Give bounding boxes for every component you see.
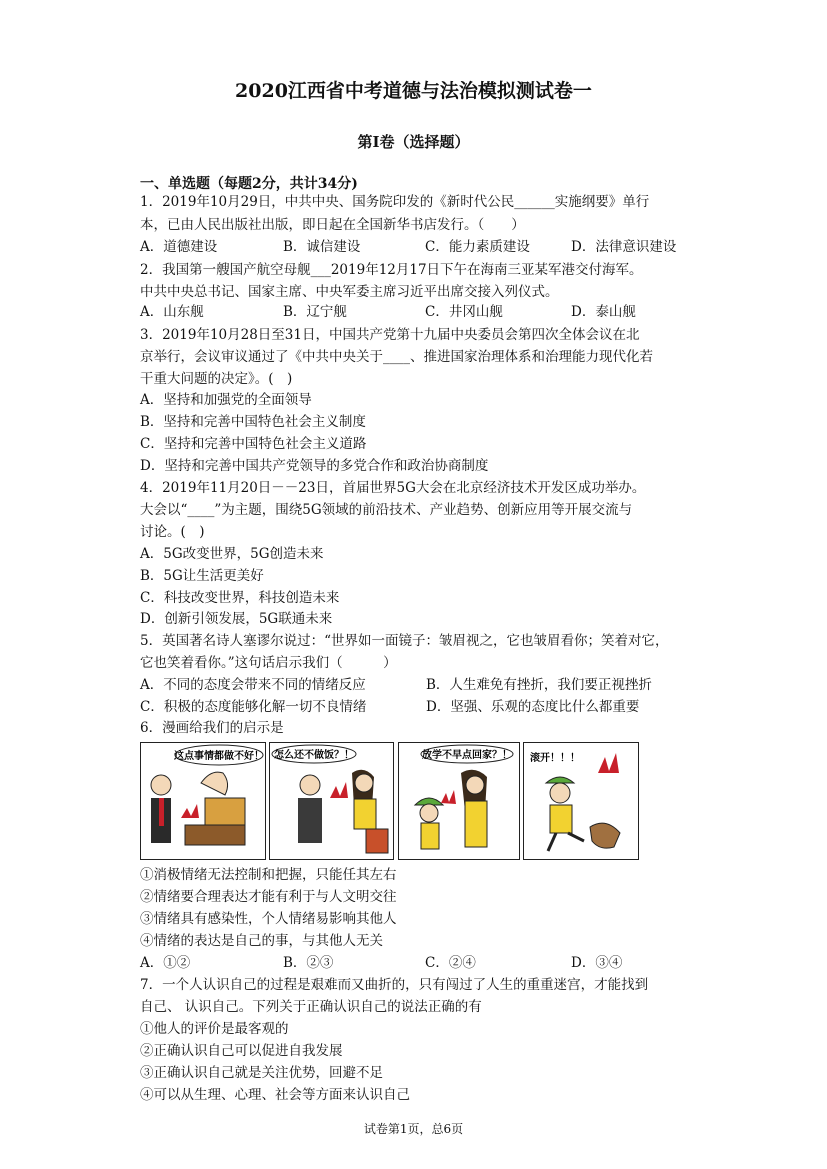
q5-line-1: 5．英国著名诗人塞谬尔说过：“世界如一面镜子：皱眉视之，它也皱眉看你；笑着对它， — [140, 633, 669, 649]
section-heading: 一、单选题（每题2分，共计34分) — [140, 176, 358, 192]
q4-option-b[interactable]: B．5G让生活更美好 — [140, 568, 264, 584]
q7-line-1: 7．一个人认识自己的过程是艰难而又曲折的，只有闯过了人生的重重迷宫，才能找到 — [140, 977, 649, 993]
q4-line-1: 4．2019年11月20日－－23日，首届世界5G大会在北京经济技术开发区成功举办。 — [140, 480, 646, 496]
q4-option-d[interactable]: D．创新引领发展，5G联通未来 — [140, 611, 333, 627]
q2-line-1: 2．我国第一艘国产航空母舰___2019年12月17日下午在海南三亚某军港交付海军。 — [140, 262, 643, 278]
q5-option-d[interactable]: D．坚强、乐观的态度比什么都重要 — [426, 699, 640, 715]
q7-statement-2: ②正确认识自己可以促进自我发展 — [140, 1043, 343, 1059]
comic-illustration-2 — [270, 743, 393, 859]
comic-speech-2: 怎么还不做饭？！ — [274, 750, 354, 761]
q3-option-c[interactable]: C．坚持和完善中国特色社会主义道路 — [140, 436, 367, 452]
q6-stem: 6．漫画给我们的启示是 — [140, 720, 284, 736]
q1-option-d[interactable]: D．法律意识建设 — [571, 239, 677, 255]
q1-line-2: 本，已由人民出版社出版，即日起在全国新华书店发行。（ ） — [140, 217, 525, 233]
q2-line-2: 中共中央总书记、国家主席、中央军委主席习近平出席交接入列仪式。 — [140, 284, 559, 300]
q7-line-2: 自己、 认识自己。下列关于正确认识自己的说法正确的有 — [140, 999, 482, 1015]
q6-option-c[interactable]: C．②④ — [425, 955, 476, 971]
q1-line-1: 1．2019年10月29日，中共中央、国务院印发的《新时代公民______实施纲要》单行 — [140, 194, 650, 210]
q6-option-d[interactable]: D．③④ — [571, 955, 623, 971]
comic-panel-1 — [140, 742, 266, 860]
page-footer: 试卷第1页，总6页 — [363, 1122, 464, 1136]
comic-illustration-4 — [524, 743, 638, 859]
q5-line-2: 它也笑着看你。”这句话启示我们（ ） — [140, 655, 397, 671]
q5-option-a[interactable]: A．不同的态度会带来不同的情绪反应 — [140, 677, 366, 693]
part-title: 第I卷（选择题） — [357, 133, 470, 151]
comic-illustration-1 — [141, 743, 265, 859]
q6-option-a[interactable]: A．①② — [140, 955, 191, 971]
q3-line-3: 干重大问题的决定》。( ) — [140, 371, 293, 387]
q7-statement-1: ①他人的评价是最客观的 — [140, 1021, 289, 1037]
q4-option-a[interactable]: A．5G改变世界，5G创造未来 — [140, 546, 324, 562]
q7-statement-4: ④可以从生理、心理、社会等方面来认识自己 — [140, 1087, 410, 1103]
q3-option-a[interactable]: A．坚持和加强党的全面领导 — [140, 392, 312, 408]
q6-statement-1: ①消极情绪无法控制和把握，只能任其左右 — [140, 867, 397, 883]
comic-speech-4: 滚开！！！ — [530, 753, 580, 764]
q6-option-b[interactable]: B．②③ — [283, 955, 334, 971]
q2-option-c[interactable]: C．井冈山舰 — [425, 304, 503, 320]
q2-option-d[interactable]: D．泰山舰 — [571, 304, 636, 320]
q2-option-a[interactable]: A．山东舰 — [140, 304, 204, 320]
comic-illustration-3 — [399, 743, 519, 859]
q2-option-b[interactable]: B．辽宁舰 — [283, 304, 347, 320]
q7-statement-3: ③正确认识自己就是关注优势，回避不足 — [140, 1065, 383, 1081]
comic-panel-3 — [398, 742, 520, 860]
q4-line-3: 讨论。( ) — [140, 524, 205, 540]
q5-option-b[interactable]: B．人生难免有挫折，我们要正视挫折 — [426, 677, 652, 693]
q3-line-2: 京举行，会议审议通过了《中共中央关于____、推进国家治理体系和治理能力现代化若 — [140, 349, 653, 365]
q1-option-a[interactable]: A．道德建设 — [140, 239, 218, 255]
q3-option-b[interactable]: B．坚持和完善中国特色社会主义制度 — [140, 414, 366, 430]
q1-option-c[interactable]: C．能力素质建设 — [425, 239, 530, 255]
q4-option-c[interactable]: C．科技改变世界，科技创造未来 — [140, 590, 340, 606]
q6-statement-2: ②情绪要合理表达才能有利于与人文明交往 — [140, 889, 397, 905]
q6-statement-4: ④情绪的表达是自己的事，与其他人无关 — [140, 933, 383, 949]
q6-statement-3: ③情绪具有感染性，个人情绪易影响其他人 — [140, 911, 397, 927]
q3-line-1: 3．2019年10月28日至31日，中国共产党第十九届中央委员会第四次全体会议在北 — [140, 327, 640, 343]
q4-line-2: 大会以“____”为主题，围绕5G领域的前沿技术、产业趋势、创新应用等开展交流与 — [140, 502, 633, 518]
exam-title: 2020江西省中考道德与法治模拟测试卷一 — [235, 80, 592, 102]
comic-panel-2 — [269, 742, 394, 860]
comic-speech-3: 放学不早点回家？！ — [422, 750, 512, 761]
comic-speech-1: 这点事情都做不好！ — [174, 751, 264, 762]
q5-option-c[interactable]: C．积极的态度能够化解一切不良情绪 — [140, 699, 367, 715]
q1-option-b[interactable]: B．诚信建设 — [283, 239, 361, 255]
comic-panel-4 — [523, 742, 639, 860]
q3-option-d[interactable]: D．坚持和完善中国共产党领导的多党合作和政治协商制度 — [140, 458, 489, 474]
